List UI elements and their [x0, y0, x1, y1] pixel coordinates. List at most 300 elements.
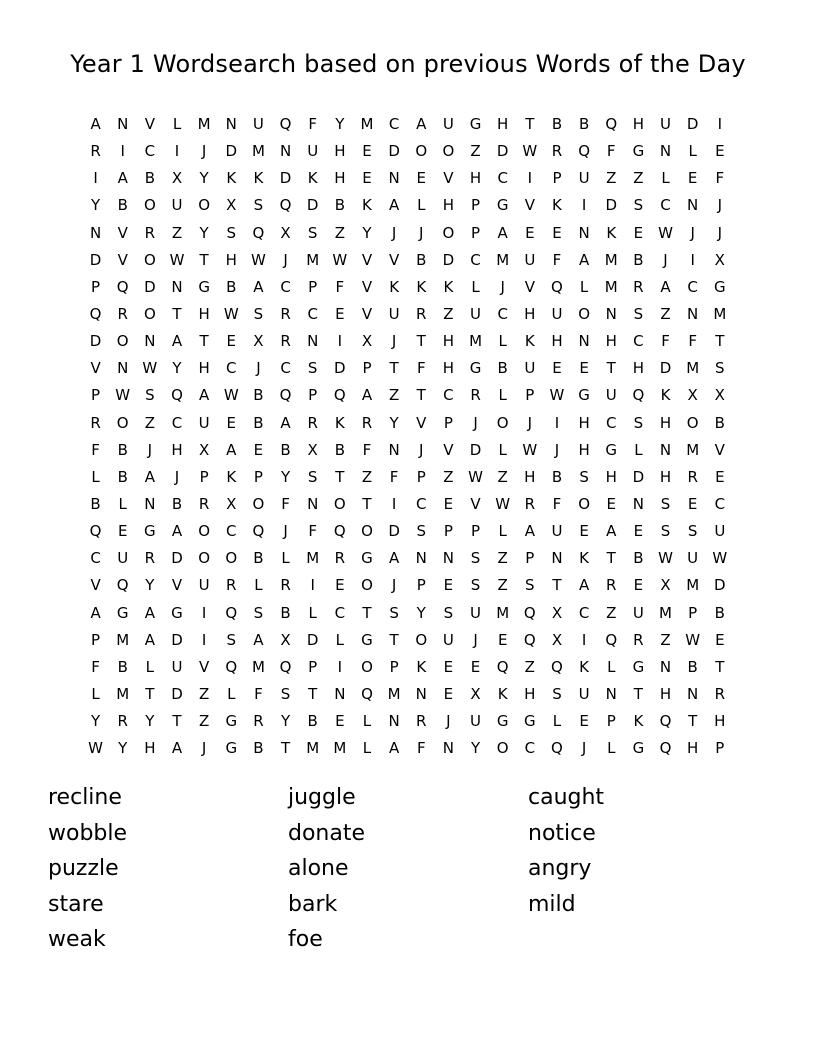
grid-letter: V: [361, 250, 373, 269]
grid-letter: G: [713, 277, 726, 296]
grid-letter: V: [199, 657, 210, 676]
grid-letter: K: [552, 196, 562, 215]
grid-letter: A: [524, 522, 535, 541]
grid-letter: S: [633, 196, 644, 215]
grid-letter: Y: [335, 115, 345, 134]
grid-letter: G: [524, 712, 536, 731]
grid-letter: Y: [280, 467, 291, 486]
grid-letter: R: [90, 413, 101, 432]
grid-letter: P: [416, 467, 426, 486]
grid-letter: R: [416, 305, 427, 324]
grid-letter: E: [715, 142, 725, 161]
grid-letter: J: [419, 440, 424, 459]
grid-letter: J: [527, 413, 533, 432]
grid-letter: I: [174, 142, 180, 161]
word-list-item: angry: [528, 856, 592, 881]
grid-letter: C: [307, 305, 318, 324]
word-list-item: puzzle: [48, 856, 119, 881]
grid-letter: F: [91, 657, 100, 676]
grid-letter: B: [117, 196, 128, 215]
grid-letter: O: [198, 549, 211, 568]
grid-letter: K: [253, 169, 264, 188]
grid-letter: T: [525, 115, 535, 134]
word-list-item: alone: [288, 856, 349, 881]
grid-letter: N: [632, 495, 644, 514]
grid-letter: R: [117, 712, 128, 731]
grid-letter: P: [471, 196, 481, 215]
grid-letter: M: [686, 576, 700, 595]
grid-letter: U: [578, 169, 590, 188]
grid-letter: O: [496, 739, 509, 758]
grid-letter: J: [147, 440, 153, 459]
grid-letter: T: [389, 630, 399, 649]
grid-letter: L: [281, 549, 290, 568]
grid-letter: Q: [116, 576, 129, 595]
grid-letter: Y: [172, 359, 182, 378]
grid-letter: J: [446, 712, 451, 731]
grid-letter: B: [253, 413, 264, 432]
grid-letter: A: [199, 386, 210, 405]
grid-letter: B: [144, 169, 155, 188]
grid-letter: L: [607, 657, 616, 676]
grid-letter: P: [552, 169, 562, 188]
grid-letter: G: [469, 115, 482, 134]
grid-letter: I: [717, 115, 723, 134]
grid-letter: Y: [90, 196, 101, 215]
grid-letter: W: [522, 142, 538, 161]
grid-letter: P: [443, 522, 453, 541]
grid-letter: G: [225, 712, 238, 731]
grid-letter: Z: [660, 305, 671, 324]
grid-letter: W: [250, 250, 266, 269]
grid-letter: J: [283, 250, 288, 269]
grid-letter: Z: [497, 549, 508, 568]
grid-letter: T: [633, 685, 643, 704]
grid-letter: Q: [551, 657, 563, 676]
grid-letter: G: [171, 603, 183, 622]
grid-letter: B: [578, 115, 590, 134]
grid-letter: T: [199, 250, 209, 269]
grid-letter: V: [524, 277, 535, 296]
grid-letter: T: [715, 332, 725, 351]
grid-letter: K: [497, 685, 508, 704]
grid-letter: E: [335, 305, 345, 324]
grid-letter: W: [223, 386, 239, 405]
grid-letter: D: [605, 196, 618, 215]
wordsearch-grid: [82, 111, 733, 762]
grid-letter: I: [337, 657, 343, 676]
grid-letter: E: [687, 169, 698, 188]
grid-letter: K: [307, 169, 318, 188]
grid-letter: T: [172, 305, 182, 324]
grid-letter: E: [443, 657, 454, 676]
grid-letter: N: [578, 332, 590, 351]
grid-letter: B: [551, 115, 563, 134]
grid-letter: B: [117, 440, 128, 459]
grid-letter: G: [198, 277, 210, 296]
grid-letter: A: [606, 522, 617, 541]
grid-letter: I: [201, 603, 207, 622]
grid-letter: K: [579, 657, 590, 676]
grid-letter: H: [632, 115, 645, 134]
grid-letter: I: [690, 250, 695, 269]
grid-letter: B: [633, 250, 644, 269]
grid-letter: K: [362, 196, 372, 215]
grid-letter: F: [661, 332, 670, 351]
grid-letter: Q: [523, 603, 536, 622]
grid-letter: J: [717, 196, 723, 215]
grid-letter: U: [551, 522, 563, 541]
grid-letter: K: [416, 277, 427, 296]
grid-letter: U: [198, 576, 210, 595]
grid-letter: M: [306, 739, 320, 758]
grid-letter: C: [633, 332, 644, 351]
grid-letter: W: [468, 467, 483, 486]
grid-letter: E: [497, 630, 508, 649]
grid-letter: T: [416, 332, 426, 351]
grid-letter: W: [522, 440, 538, 459]
grid-letter: P: [525, 549, 535, 568]
grid-letter: A: [416, 115, 427, 134]
grid-letter: A: [388, 196, 400, 215]
grid-letter: F: [416, 739, 426, 758]
word-list-item: juggle: [288, 785, 356, 810]
grid-letter: H: [442, 196, 455, 215]
grid-letter: H: [171, 440, 183, 459]
grid-letter: E: [416, 169, 426, 188]
grid-letter: D: [442, 250, 455, 269]
grid-letter: O: [578, 305, 590, 324]
grid-letter: N: [578, 223, 590, 242]
grid-letter: C: [497, 169, 508, 188]
page-title: Year 1 Wordsearch based on previous Words of the Day: [70, 50, 746, 78]
grid-letter: F: [254, 685, 263, 704]
grid-letter: O: [578, 495, 590, 514]
grid-letter: P: [253, 467, 263, 486]
grid-letter: X: [551, 630, 563, 649]
grid-letter: Z: [660, 630, 671, 649]
grid-letter: N: [442, 549, 455, 568]
grid-letter: A: [578, 250, 590, 269]
grid-letter: Q: [252, 522, 265, 541]
grid-letter: S: [470, 576, 481, 595]
grid-letter: V: [443, 440, 454, 459]
word-list-item: [528, 922, 768, 958]
grid-letter: Z: [443, 305, 454, 324]
grid-letter: L: [91, 467, 100, 486]
grid-letter: U: [252, 115, 264, 134]
grid-letter: H: [334, 142, 346, 161]
grid-letter: H: [198, 359, 210, 378]
grid-letter: N: [144, 495, 156, 514]
grid-letter: O: [225, 549, 238, 568]
grid-letter: A: [171, 522, 183, 541]
grid-letter: Q: [361, 685, 373, 704]
grid-letter: E: [579, 712, 589, 731]
grid-letter: C: [171, 413, 183, 432]
grid-letter: H: [442, 332, 455, 351]
grid-letter: L: [634, 440, 643, 459]
grid-letter: N: [659, 142, 672, 161]
grid-letter: L: [579, 277, 589, 296]
grid-letter: G: [361, 549, 373, 568]
grid-letter: E: [633, 576, 644, 595]
grid-letter: U: [198, 413, 210, 432]
grid-letter: P: [471, 223, 481, 242]
grid-letter: O: [143, 250, 156, 269]
grid-letter: P: [715, 739, 725, 758]
grid-letter: R: [198, 495, 210, 514]
grid-letter: A: [361, 386, 373, 405]
grid-letter: S: [226, 223, 237, 242]
grid-letter: B: [280, 603, 291, 622]
grid-letter: B: [226, 277, 237, 296]
grid-letter: P: [91, 277, 101, 296]
grid-letter: Y: [118, 739, 128, 758]
word-list-item: donate: [288, 820, 366, 846]
grid-letter: I: [310, 576, 315, 595]
grid-letter: R: [551, 142, 563, 161]
grid-letter: Q: [279, 657, 292, 676]
grid-letter: M: [251, 142, 265, 161]
grid-letter: O: [198, 196, 211, 215]
grid-letter: R: [606, 576, 617, 595]
grid-letter: M: [387, 685, 401, 704]
grid-letter: J: [174, 467, 180, 486]
word-list-item: stare: [48, 891, 104, 917]
grid-letter: T: [280, 739, 291, 758]
grid-letter: H: [198, 305, 210, 324]
grid-letter: O: [252, 495, 265, 514]
grid-letter: D: [632, 467, 645, 486]
grid-letter: C: [226, 359, 237, 378]
grid-letter: D: [225, 142, 238, 161]
grid-letter: C: [334, 603, 346, 622]
grid-letter: B: [280, 440, 291, 459]
grid-letter: I: [581, 196, 587, 215]
grid-letter: H: [632, 359, 645, 378]
grid-letter: B: [551, 467, 563, 486]
grid-letter: T: [688, 712, 698, 731]
grid-letter: U: [551, 305, 563, 324]
grid-letter: L: [498, 522, 507, 541]
grid-letter: H: [659, 467, 672, 486]
grid-letter: X: [280, 223, 291, 242]
grid-letter: M: [333, 739, 347, 758]
grid-letter: X: [226, 196, 237, 215]
grid-letter: H: [578, 440, 590, 459]
grid-letter: C: [687, 277, 698, 296]
grid-letter: R: [334, 549, 346, 568]
grid-letter: D: [496, 142, 509, 161]
grid-letter: E: [633, 522, 644, 541]
grid-letter: A: [226, 440, 237, 459]
grid-letter: C: [660, 196, 671, 215]
grid-letter: Q: [89, 522, 102, 541]
grid-letter: E: [606, 495, 616, 514]
grid-letter: B: [497, 359, 508, 378]
grid-letter: E: [362, 142, 372, 161]
grid-letter: P: [443, 413, 453, 432]
grid-letter: L: [688, 142, 697, 161]
grid-letter: E: [552, 223, 562, 242]
grid-letter: G: [496, 196, 509, 215]
grid-letter: X: [470, 685, 481, 704]
grid-letter: U: [605, 386, 617, 405]
grid-letter: Q: [605, 115, 618, 134]
grid-letter: M: [686, 440, 700, 459]
grid-letter: H: [659, 685, 672, 704]
grid-letter: F: [335, 277, 345, 296]
grid-letter: Z: [198, 712, 210, 731]
grid-letter: V: [117, 223, 128, 242]
grid-letter: P: [308, 386, 318, 405]
grid-letter: C: [578, 603, 590, 622]
grid-letter: N: [388, 169, 400, 188]
word-list-item: bark: [288, 891, 338, 917]
grid-letter: N: [551, 549, 563, 568]
grid-letter: J: [419, 223, 424, 242]
grid-letter: A: [144, 630, 155, 649]
grid-letter: V: [90, 576, 101, 595]
grid-letter: R: [714, 685, 726, 704]
grid-letter: V: [388, 250, 400, 269]
grid-letter: Q: [659, 739, 672, 758]
grid-letter: H: [524, 305, 536, 324]
grid-letter: L: [362, 739, 372, 758]
grid-letter: F: [606, 142, 616, 161]
grid-letter: J: [581, 739, 587, 758]
grid-letter: K: [416, 657, 427, 676]
grid-letter: A: [171, 739, 183, 758]
grid-letter: J: [201, 142, 207, 161]
grid-letter: Y: [280, 712, 291, 731]
grid-letter: P: [91, 630, 101, 649]
grid-letter: Z: [497, 467, 508, 486]
grid-letter: V: [361, 305, 373, 324]
grid-letter: X: [171, 169, 183, 188]
grid-letter: Y: [416, 603, 426, 622]
grid-letter: R: [253, 712, 264, 731]
grid-letter: I: [337, 332, 343, 351]
grid-letter: X: [551, 603, 563, 622]
grid-letter: Y: [145, 576, 155, 595]
grid-letter: U: [687, 549, 699, 568]
grid-letter: S: [660, 522, 671, 541]
grid-letter: D: [171, 685, 183, 704]
grid-letter: S: [226, 630, 237, 649]
grid-letter: N: [388, 440, 400, 459]
grid-letter: I: [120, 142, 125, 161]
grid-letter: F: [308, 522, 318, 541]
grid-letter: H: [469, 169, 482, 188]
grid-letter: B: [117, 657, 128, 676]
grid-letter: O: [415, 630, 428, 649]
grid-letter: Z: [443, 467, 454, 486]
grid-letter: P: [362, 359, 372, 378]
grid-letter: U: [524, 359, 536, 378]
grid-letter: K: [334, 413, 345, 432]
word-list-item: recline: [48, 785, 122, 810]
grid-letter: C: [226, 522, 237, 541]
grid-letter: L: [417, 196, 426, 215]
grid-letter: E: [443, 495, 454, 514]
grid-letter: N: [659, 440, 672, 459]
grid-letter: K: [389, 277, 400, 296]
grid-letter: D: [686, 115, 699, 134]
grid-letter: S: [687, 522, 698, 541]
grid-letter: L: [335, 630, 345, 649]
grid-letter: A: [660, 277, 671, 296]
grid-letter: G: [116, 603, 129, 622]
grid-letter: G: [632, 142, 645, 161]
grid-letter: J: [391, 332, 397, 351]
word-list-item: mild: [528, 891, 576, 917]
grid-letter: E: [443, 576, 454, 595]
grid-letter: R: [144, 549, 156, 568]
grid-letter: U: [117, 549, 129, 568]
grid-letter: T: [335, 467, 345, 486]
grid-letter: R: [90, 142, 101, 161]
grid-letter: K: [443, 277, 454, 296]
grid-letter: O: [442, 223, 455, 242]
grid-letter: Q: [171, 386, 183, 405]
grid-letter: R: [144, 223, 156, 242]
grid-letter: J: [554, 440, 560, 459]
grid-letter: X: [253, 332, 264, 351]
grid-letter: M: [496, 250, 510, 269]
grid-letter: A: [253, 277, 264, 296]
grid-letter: A: [578, 576, 590, 595]
grid-letter: T: [172, 712, 182, 731]
grid-letter: C: [280, 277, 291, 296]
grid-letter: S: [525, 576, 535, 595]
grid-letter: X: [198, 440, 210, 459]
grid-letter: U: [171, 196, 183, 215]
grid-letter: Q: [578, 142, 590, 161]
grid-letter: L: [308, 603, 317, 622]
grid-letter: E: [525, 223, 535, 242]
grid-letter: F: [362, 440, 372, 459]
grid-letter: O: [333, 495, 346, 514]
grid-letter: H: [659, 413, 672, 432]
grid-letter: K: [579, 549, 590, 568]
grid-letter: K: [633, 712, 644, 731]
grid-letter: W: [549, 386, 565, 405]
grid-letter: Q: [496, 657, 509, 676]
grid-letter: H: [551, 332, 563, 351]
grid-letter: E: [579, 359, 589, 378]
grid-letter: E: [715, 630, 725, 649]
grid-letter: G: [578, 386, 590, 405]
grid-letter: L: [471, 277, 480, 296]
grid-letter: O: [116, 413, 129, 432]
grid-letter: M: [496, 603, 510, 622]
grid-letter: P: [688, 603, 698, 622]
grid-letter: C: [470, 250, 481, 269]
grid-letter: L: [227, 685, 236, 704]
grid-letter: E: [335, 576, 345, 595]
grid-letter: E: [633, 223, 644, 242]
grid-letter: I: [93, 169, 98, 188]
grid-letter: N: [225, 115, 237, 134]
grid-letter: N: [144, 332, 156, 351]
grid-letter: O: [361, 522, 373, 541]
grid-letter: X: [307, 440, 318, 459]
grid-letter: S: [660, 495, 671, 514]
grid-letter: F: [715, 169, 725, 188]
grid-letter: Z: [606, 603, 617, 622]
